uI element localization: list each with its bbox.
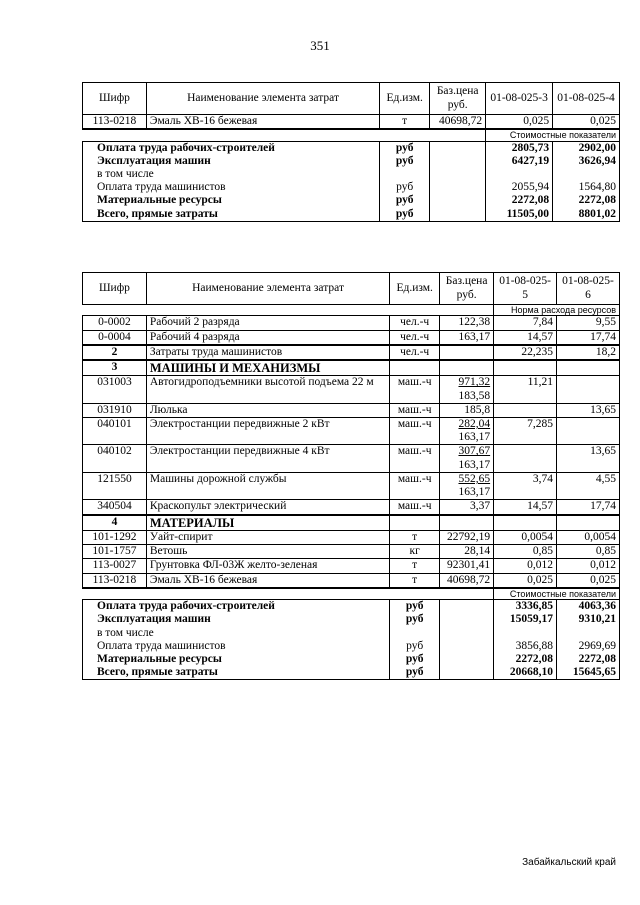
table-header-row	[83, 83, 620, 115]
code-cell: 031003	[83, 376, 147, 403]
cost-name-cell: Всего, прямые затраты	[83, 666, 390, 680]
unit-cell: руб	[390, 640, 440, 653]
empty-cell	[557, 515, 620, 531]
section-label: Стоимостные показатели	[494, 588, 620, 600]
header-cell: 01-08-025-5	[494, 273, 557, 305]
section-title: МАШИНЫ И МЕХАНИЗМЫ	[146, 360, 389, 376]
section-title: МАТЕРИАЛЫ	[146, 515, 389, 531]
value-cell: 0,85	[494, 545, 557, 559]
value-cell: 4063,36	[557, 600, 620, 614]
table-row	[83, 115, 620, 130]
value-cell: 15645,65	[557, 666, 620, 680]
value-cell: 0,012	[494, 559, 557, 573]
price-value: 971,32	[458, 376, 491, 389]
section-number: 4	[83, 515, 147, 531]
value-cell	[553, 168, 620, 181]
name-cell: Машины дорожной службы	[146, 472, 389, 499]
price-cell: 40698,72	[430, 115, 486, 130]
cost-name-cell: Всего, прямые затраты	[83, 208, 380, 222]
name-cell: Ветошь	[146, 545, 389, 559]
header-cell: Наименование элемента затрат	[146, 83, 379, 115]
resource-table-2	[82, 272, 620, 680]
value-cell: 0,025	[494, 573, 557, 588]
header-cell: Баз.цена руб.	[430, 83, 486, 115]
unit-cell: руб	[390, 600, 440, 614]
unit-cell: т	[390, 573, 440, 588]
unit-cell: маш.-ч	[390, 472, 440, 499]
value-cell: 15059,17	[494, 613, 557, 626]
unit-cell: руб	[380, 181, 430, 194]
price-cell	[440, 376, 494, 403]
table-row	[83, 472, 620, 499]
cost-name-cell: Материальные ресурсы	[83, 653, 390, 666]
code-cell: 2	[83, 345, 147, 360]
page-number: 351	[310, 38, 330, 53]
price-value: 282,04	[458, 418, 491, 431]
value-cell: 2902,00	[553, 141, 620, 155]
unit-cell: чел.-ч	[390, 316, 440, 330]
header-cell: 01-08-025-4	[553, 83, 620, 115]
code-cell: 040102	[83, 445, 147, 472]
cost-name-cell: в том числе	[83, 627, 390, 640]
value-cell: 2805,73	[486, 141, 553, 155]
empty-cell	[440, 653, 494, 666]
value-cell: 20668,10	[494, 666, 557, 680]
price-salary: 183,58	[458, 389, 491, 402]
header-cell: Шифр	[83, 273, 147, 305]
unit-cell: маш.-ч	[390, 418, 440, 445]
unit-cell: маш.-ч	[390, 500, 440, 515]
value-cell: 0,025	[553, 115, 620, 130]
cost-rows	[83, 600, 620, 680]
unit-cell: руб	[390, 653, 440, 666]
table-row	[83, 403, 620, 417]
value-cell: 11,21	[494, 376, 557, 403]
cost-name-cell: Оплата труда рабочих-строителей	[83, 141, 380, 155]
unit-cell	[380, 168, 430, 181]
value-cell: 8801,02	[553, 208, 620, 222]
section-label: Стоимостные показатели	[486, 129, 620, 141]
value-cell: 2272,08	[486, 194, 553, 207]
header-cell: 01-08-025-6	[557, 273, 620, 305]
cost-row	[83, 653, 620, 666]
price-salary: 163,17	[458, 431, 491, 444]
value-cell: 17,74	[557, 330, 620, 345]
code-cell: 113-0218	[83, 115, 147, 130]
unit-cell: маш.-ч	[390, 403, 440, 417]
name-cell: Автогидроподъемники высотой подъема 22 м	[146, 376, 389, 403]
name-cell: Затраты труда машинистов	[146, 345, 389, 360]
table-row	[83, 418, 620, 445]
header-cell: 01-08-025-3	[486, 83, 553, 115]
value-cell: 2055,94	[486, 181, 553, 194]
price-cell	[440, 445, 494, 472]
value-cell: 0,0054	[557, 530, 620, 544]
code-cell: 031910	[83, 403, 147, 417]
value-cell: 13,65	[557, 403, 620, 417]
empty-cell	[440, 640, 494, 653]
table-row	[83, 530, 620, 544]
cost-name-cell: Оплата труда рабочих-строителей	[83, 600, 390, 614]
resource-rows	[83, 316, 620, 588]
value-cell	[557, 376, 620, 403]
empty-cell	[390, 360, 440, 376]
value-cell	[557, 418, 620, 445]
empty-cell	[430, 155, 486, 168]
section-number: 3	[83, 360, 147, 376]
unit-cell: т	[380, 115, 430, 130]
section-heading-row	[83, 360, 620, 376]
value-cell	[494, 403, 557, 417]
price-cell	[440, 500, 494, 515]
unit-cell: чел.-ч	[390, 345, 440, 360]
cost-name-cell: Эксплуатация машин	[83, 155, 380, 168]
value-cell: 13,65	[557, 445, 620, 472]
price-cell: 22792,19	[440, 530, 494, 544]
value-cell: 0,0054	[494, 530, 557, 544]
value-cell: 14,57	[494, 500, 557, 515]
unit-cell: руб	[380, 194, 430, 207]
price-value: 307,67	[458, 445, 491, 458]
unit-cell: чел.-ч	[390, 330, 440, 345]
price-cell	[440, 418, 494, 445]
price-cell: 92301,41	[440, 559, 494, 573]
cost-name-cell: Материальные ресурсы	[83, 194, 380, 207]
table-row	[83, 545, 620, 559]
value-cell: 0,85	[557, 545, 620, 559]
code-cell: 101-1757	[83, 545, 147, 559]
name-cell: Грунтовка ФЛ-03Ж желто-зеленая	[146, 559, 389, 573]
unit-cell: руб	[380, 141, 430, 155]
value-cell: 14,57	[494, 330, 557, 345]
value-cell: 17,74	[557, 500, 620, 515]
cost-row	[83, 600, 620, 614]
empty-cell	[430, 194, 486, 207]
value-cell: 22,235	[494, 345, 557, 360]
value-cell	[494, 627, 557, 640]
cost-name-cell: в том числе	[83, 168, 380, 181]
empty-cell	[430, 181, 486, 194]
resource-table-1	[82, 82, 620, 222]
unit-cell: т	[390, 559, 440, 573]
value-cell	[494, 445, 557, 472]
code-cell: 121550	[83, 472, 147, 499]
value-cell: 6427,19	[486, 155, 553, 168]
empty-cell	[390, 515, 440, 531]
code-cell: 0-0004	[83, 330, 147, 345]
empty-cell	[494, 515, 557, 531]
code-cell: 113-0027	[83, 559, 147, 573]
unit-cell	[390, 627, 440, 640]
code-cell: 340504	[83, 500, 147, 515]
empty-cell	[440, 600, 494, 614]
price-cell: 122,38	[440, 316, 494, 330]
name-cell: Эмаль ХВ-16 бежевая	[146, 573, 389, 588]
price-cell	[440, 472, 494, 499]
price-cell: 163,17	[440, 330, 494, 345]
price-cell	[440, 345, 494, 360]
price-cell: 28,14	[440, 545, 494, 559]
unit-cell: маш.-ч	[390, 376, 440, 403]
code-cell: 101-1292	[83, 530, 147, 544]
empty-cell	[440, 515, 494, 531]
unit-cell: маш.-ч	[390, 445, 440, 472]
unit-cell: кг	[390, 545, 440, 559]
empty-cell	[557, 360, 620, 376]
empty-cell	[430, 208, 486, 222]
table-header-row	[83, 273, 620, 305]
empty-cell	[440, 613, 494, 626]
unit-cell: т	[390, 530, 440, 544]
header-cell: Шифр	[83, 83, 147, 115]
code-cell: 040101	[83, 418, 147, 445]
unit-cell: руб	[390, 613, 440, 626]
cost-row	[83, 155, 620, 168]
cost-row	[83, 194, 620, 207]
header-cell: Наименование элемента затрат	[146, 273, 389, 305]
norm-label-row	[83, 305, 620, 316]
value-cell: 3856,88	[494, 640, 557, 653]
header-cell: Ед.изм.	[390, 273, 440, 305]
cost-row	[83, 613, 620, 626]
section-label-row	[83, 129, 620, 141]
cost-row	[83, 141, 620, 155]
section-label-row	[83, 588, 620, 600]
price-value: 3,37	[469, 500, 491, 513]
unit-cell: руб	[380, 155, 430, 168]
cost-row	[83, 168, 620, 181]
price-cell	[440, 403, 494, 417]
name-cell: Электростанции передвижные 4 кВт	[146, 445, 389, 472]
code-cell: 0-0002	[83, 316, 147, 330]
empty-cell	[440, 666, 494, 680]
value-cell: 2272,08	[557, 653, 620, 666]
name-cell: Краскопульт электрический	[146, 500, 389, 515]
cost-row	[83, 208, 620, 222]
value-cell: 2272,08	[494, 653, 557, 666]
cost-row	[83, 181, 620, 194]
table-row	[83, 559, 620, 573]
table-row	[83, 376, 620, 403]
value-cell	[486, 168, 553, 181]
code-cell: 113-0218	[83, 573, 147, 588]
value-cell: 18,2	[557, 345, 620, 360]
value-cell: 3336,85	[494, 600, 557, 614]
value-cell: 4,55	[557, 472, 620, 499]
value-cell: 3626,94	[553, 155, 620, 168]
value-cell: 0,025	[486, 115, 553, 130]
cost-row	[83, 627, 620, 640]
empty-cell	[494, 360, 557, 376]
price-salary: 163,17	[458, 458, 491, 471]
table-row	[83, 500, 620, 515]
table-row	[83, 330, 620, 345]
header-cell: Баз.цена руб.	[440, 273, 494, 305]
cost-name-cell: Оплата труда машинистов	[83, 640, 390, 653]
empty-cell	[440, 360, 494, 376]
cost-row	[83, 666, 620, 680]
table-row	[83, 445, 620, 472]
value-cell: 2272,08	[553, 194, 620, 207]
name-cell: Уайт-спирит	[146, 530, 389, 544]
value-cell: 7,285	[494, 418, 557, 445]
price-cell: 40698,72	[440, 573, 494, 588]
price-salary: 163,17	[458, 486, 491, 499]
empty-cell	[440, 627, 494, 640]
empty-cell	[430, 168, 486, 181]
value-cell: 9310,21	[557, 613, 620, 626]
value-cell: 7,84	[494, 316, 557, 330]
name-cell: Люлька	[146, 403, 389, 417]
value-cell	[557, 627, 620, 640]
value-cell: 2969,69	[557, 640, 620, 653]
name-cell: Рабочий 4 разряда	[146, 330, 389, 345]
norm-label: Норма расхода ресурсов	[494, 305, 620, 316]
table-row	[83, 573, 620, 588]
cost-name-cell: Оплата труда машинистов	[83, 181, 380, 194]
price-value: 185,8	[464, 403, 491, 416]
name-cell: Электростанции передвижные 2 кВт	[146, 418, 389, 445]
value-cell: 9,55	[557, 316, 620, 330]
value-cell: 0,025	[557, 573, 620, 588]
empty-cell	[430, 141, 486, 155]
value-cell: 11505,00	[486, 208, 553, 222]
cost-name-cell: Эксплуатация машин	[83, 613, 390, 626]
value-cell: 1564,80	[553, 181, 620, 194]
section-heading-row	[83, 515, 620, 531]
region-footer: Забайкальский край	[522, 857, 616, 868]
cost-rows	[83, 141, 620, 221]
header-cell: Ед.изм.	[380, 83, 430, 115]
unit-cell: руб	[380, 208, 430, 222]
cost-row	[83, 640, 620, 653]
name-cell: Эмаль ХВ-16 бежевая	[146, 115, 379, 130]
table-row	[83, 316, 620, 330]
value-cell: 3,74	[494, 472, 557, 499]
unit-cell: руб	[390, 666, 440, 680]
value-cell: 0,012	[557, 559, 620, 573]
price-value: 552,65	[458, 472, 491, 485]
machinist-row	[83, 345, 620, 360]
name-cell: Рабочий 2 разряда	[146, 316, 389, 330]
